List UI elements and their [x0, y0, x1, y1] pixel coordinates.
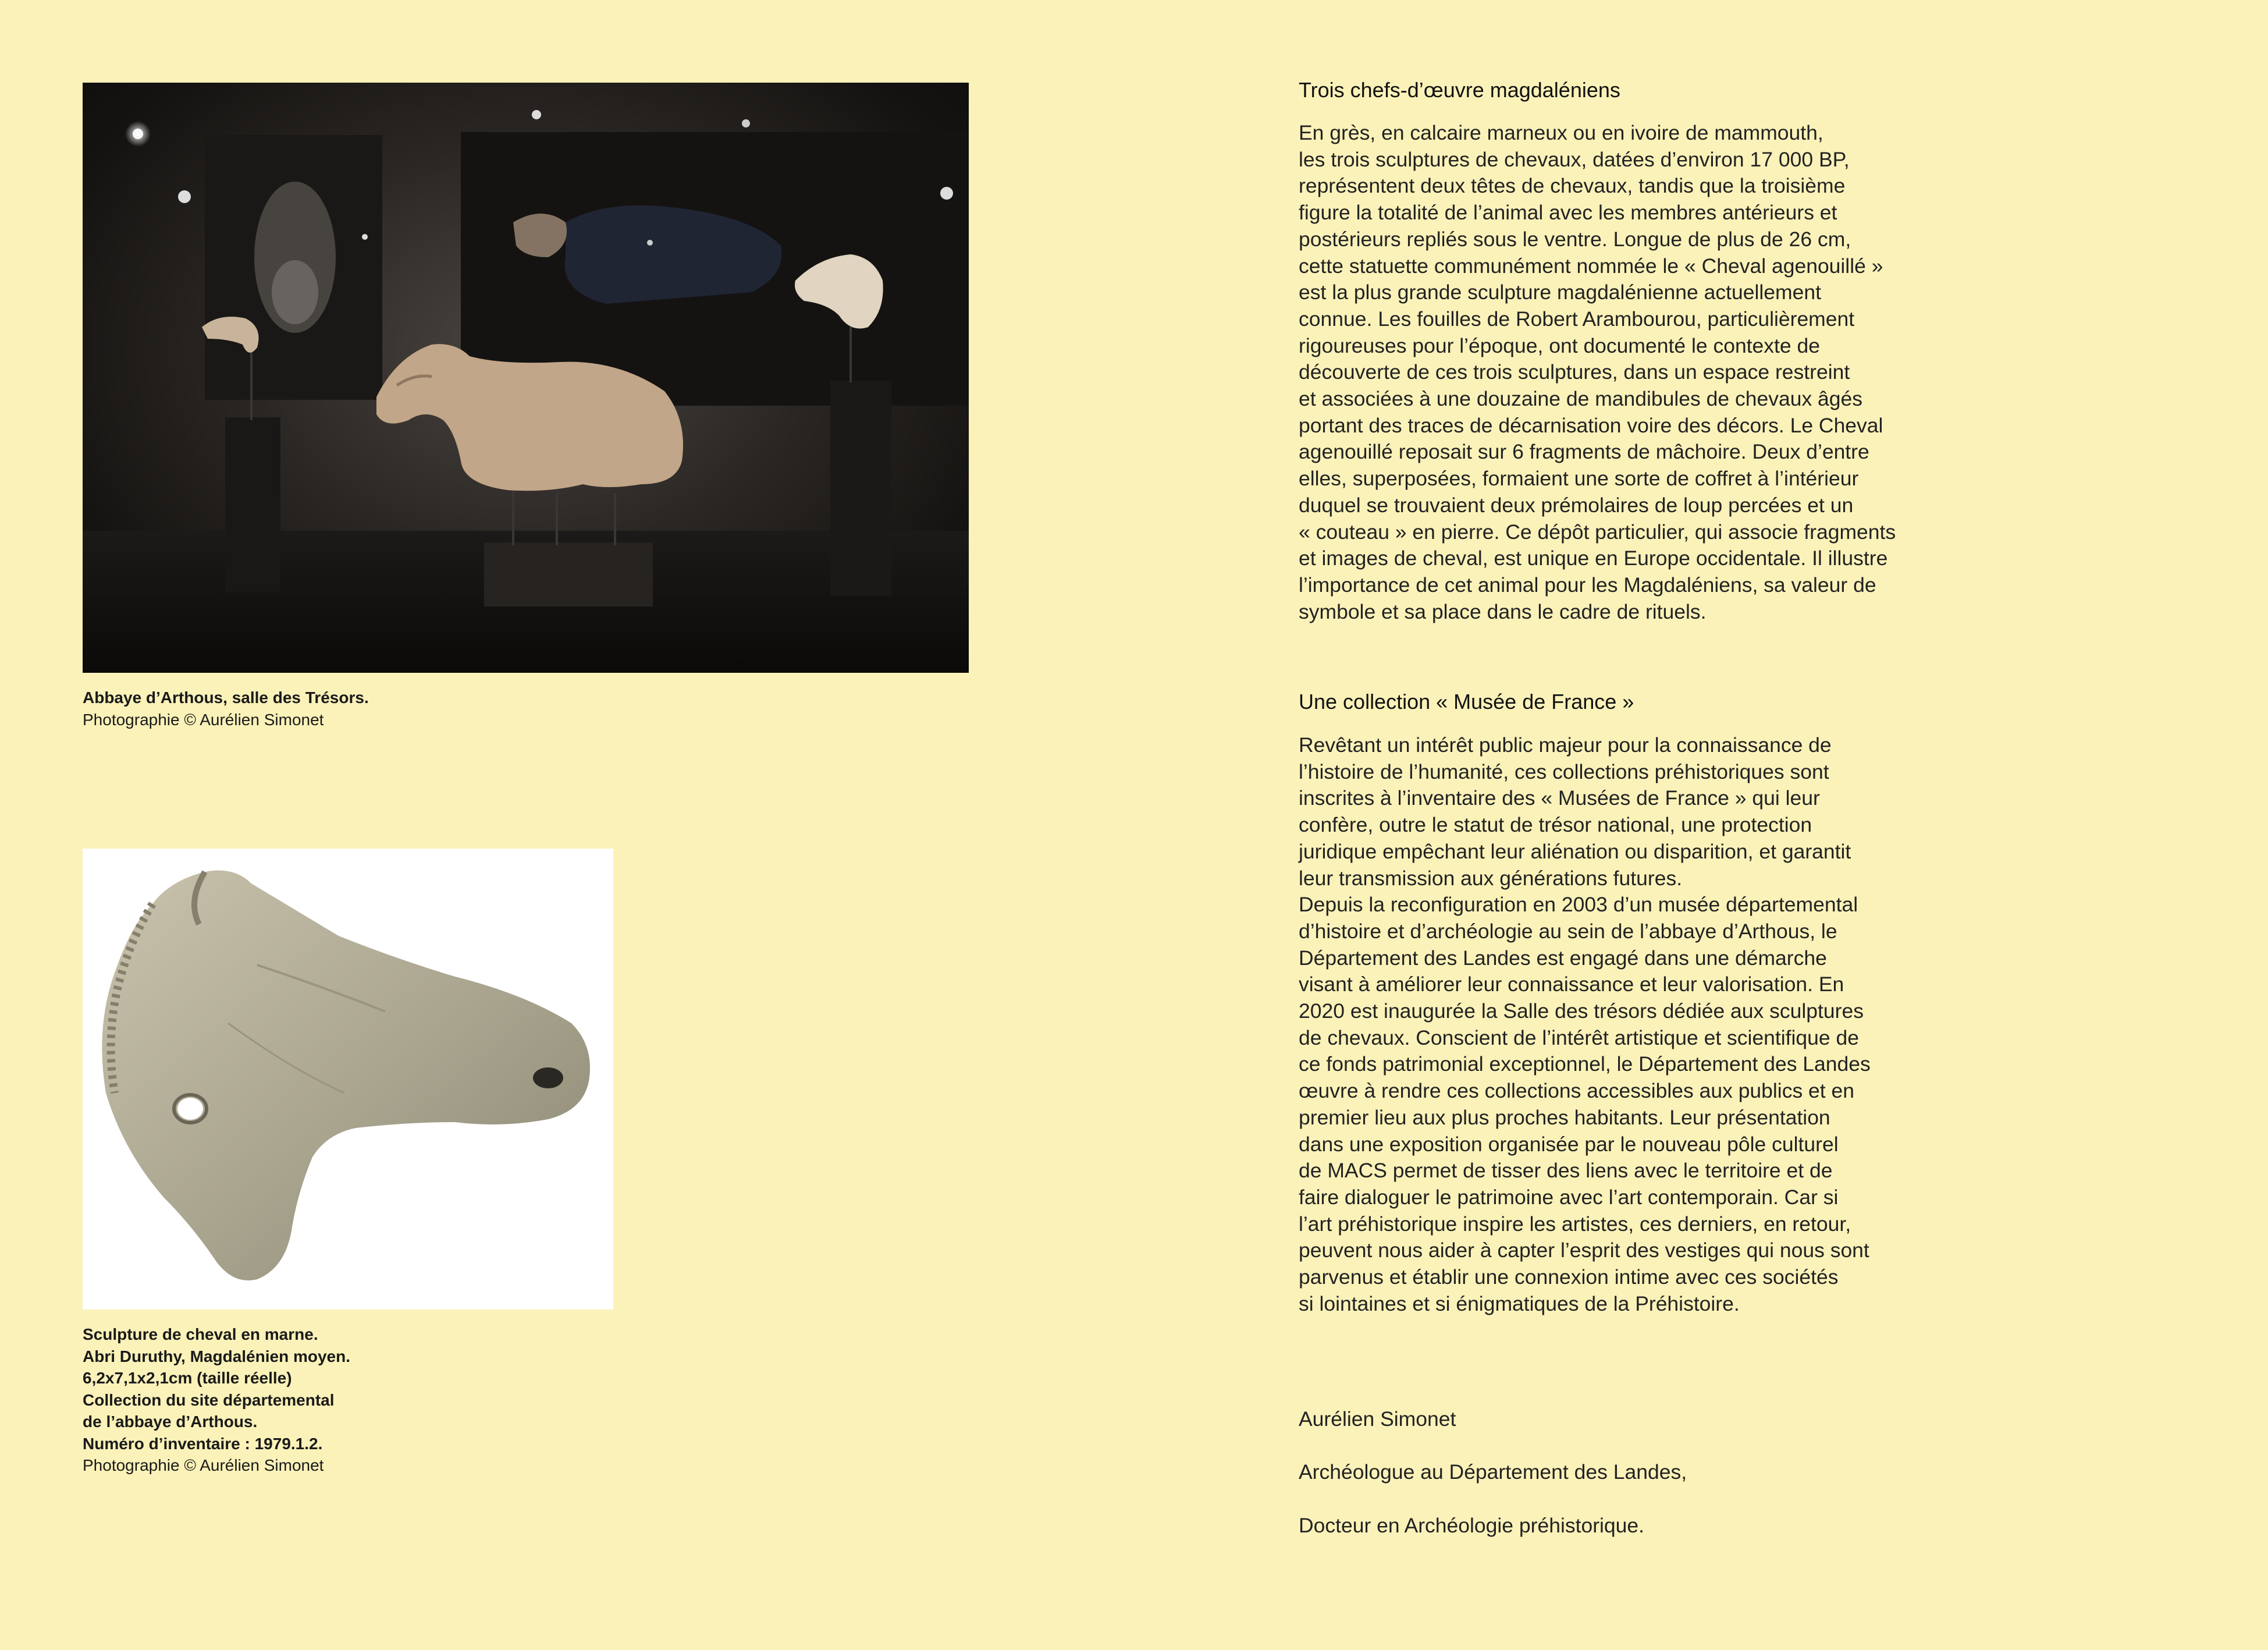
section-body-masterpieces: En grès, en calcaire marneux ou en ivoire de mammouth, les trois sculptures de chevaux, datées d’environ 17 000 BP, représentent deux têtes de chevaux, tandis que la troisième figure la totalité de l’animal avec les membres antérieurs et postérieurs repliés sous le ventre. Longue de plus de 26 cm, cette statuette communément nommée le « Cheval agenouillé » est la plus grande sculpture magdalénienne actuellement connue. Les fouilles de Robert Arambourou, particulièrement rigoureuses pour l’époque, ont documenté le contexte de découverte de ces trois sculptures, dans un espace restreint et associées à une douzaine de mandibules de chevaux âgés portant des traces de décarnisation voire des décors. Le Cheval agenouillé reposait sur 6 fragments de mâchoire. Deux d’entre elles, superposées, formaient une sorte de coffret à l’intérieur duquel se trouvaient deux prémolaires de loup percées et un « couteau » en pierre. Ce dépôt particulier, qui associe fragments et images de cheval, est unique en Europe occidentale. Il illustre l’importance de cet animal pour les Magdaléniens, sa valeur de symbole et sa place dans le cadre de rituels.	[1299, 121, 1896, 623]
author-signature	[1299, 1379, 1939, 1566]
sculpture-photo-caption	[83, 1323, 606, 1477]
exhibit-caption-title: Abbaye d’Arthous, salle des Trésors.	[83, 689, 369, 707]
section-title-musee-de-france: Une collection « Musée de France »	[1299, 690, 1634, 714]
author-degree: Docteur en Archéologie préhistorique.	[1299, 1513, 1645, 1537]
sculpture-caption-line-1: Sculpture de cheval en marne.	[83, 1325, 318, 1343]
author-role: Archéologue au Département des Landes,	[1299, 1460, 1687, 1484]
sculpture-caption-credit: Photographie © Aurélien Simonet	[83, 1456, 324, 1474]
exhibit-caption-credit: Photographie © Aurélien Simonet	[83, 710, 324, 729]
sculpture-caption-line-2: Abri Duruthy, Magdalénien moyen.	[83, 1347, 350, 1365]
horse-sculpture-photo	[83, 849, 613, 1310]
sculpture-caption-line-5: de l’abbaye d’Arthous.	[83, 1413, 258, 1431]
sculpture-caption-line-6: Numéro d’inventaire : 1979.1.2.	[83, 1434, 323, 1453]
exhibit-room-photo	[83, 83, 969, 673]
section-title-masterpieces: Trois chefs-d’œuvre magdaléniens	[1299, 78, 1620, 102]
sculpture-caption-line-4: Collection du site départemental	[83, 1390, 335, 1409]
sculpture-caption-line-3: 6,2x7,1x2,1cm (taille réelle)	[83, 1369, 292, 1387]
author-name: Aurélien Simonet	[1299, 1407, 1456, 1431]
exhibit-photo-caption	[83, 687, 606, 730]
section-body-musee-de-france: Revêtant un intérêt public majeur pour la connaissance de l’histoire de l’humanité, ces collections préhistoriques sont inscrites à l’inventaire des « Musées de France » qui leur confère, outre le statut de trésor national, une protection juridique empêchant leur aliénation ou disparition, et garantit leur transmission aux générations futures. Depuis la reconfiguration en 2003 d’un musée départemental d’histoire et d’archéologie au sein de l’abbaye d’Arthous, le Département des Landes est engagé dans une démarche visant à améliorer leur connaissance et leur valorisation. En 2020 est inaugurée la Salle des trésors dédiée aux sculptures de chevaux. Conscient de l’intérêt artistique et scientifique de ce fonds patrimonial exceptionnel, le Département des Landes œuvre à rendre ces collections accessibles aux publics et en premier lieu aux plus proches habitants. Leur présentation dans une exposition organisée par le nouveau pôle culturel de MACS permet de tisser des liens avec le territoire et de faire dialoguer le patrimoine avec l’art contemporain. Car si l’art préhistorique inspire les artistes, ces derniers, en retour, peuvent nous aider à capter l’esprit des vestiges qui nous sont parvenus et établir une connexion intime avec ces sociétés si lointaines et si énigmatiques de la Préhistoire.	[1299, 733, 1871, 1315]
